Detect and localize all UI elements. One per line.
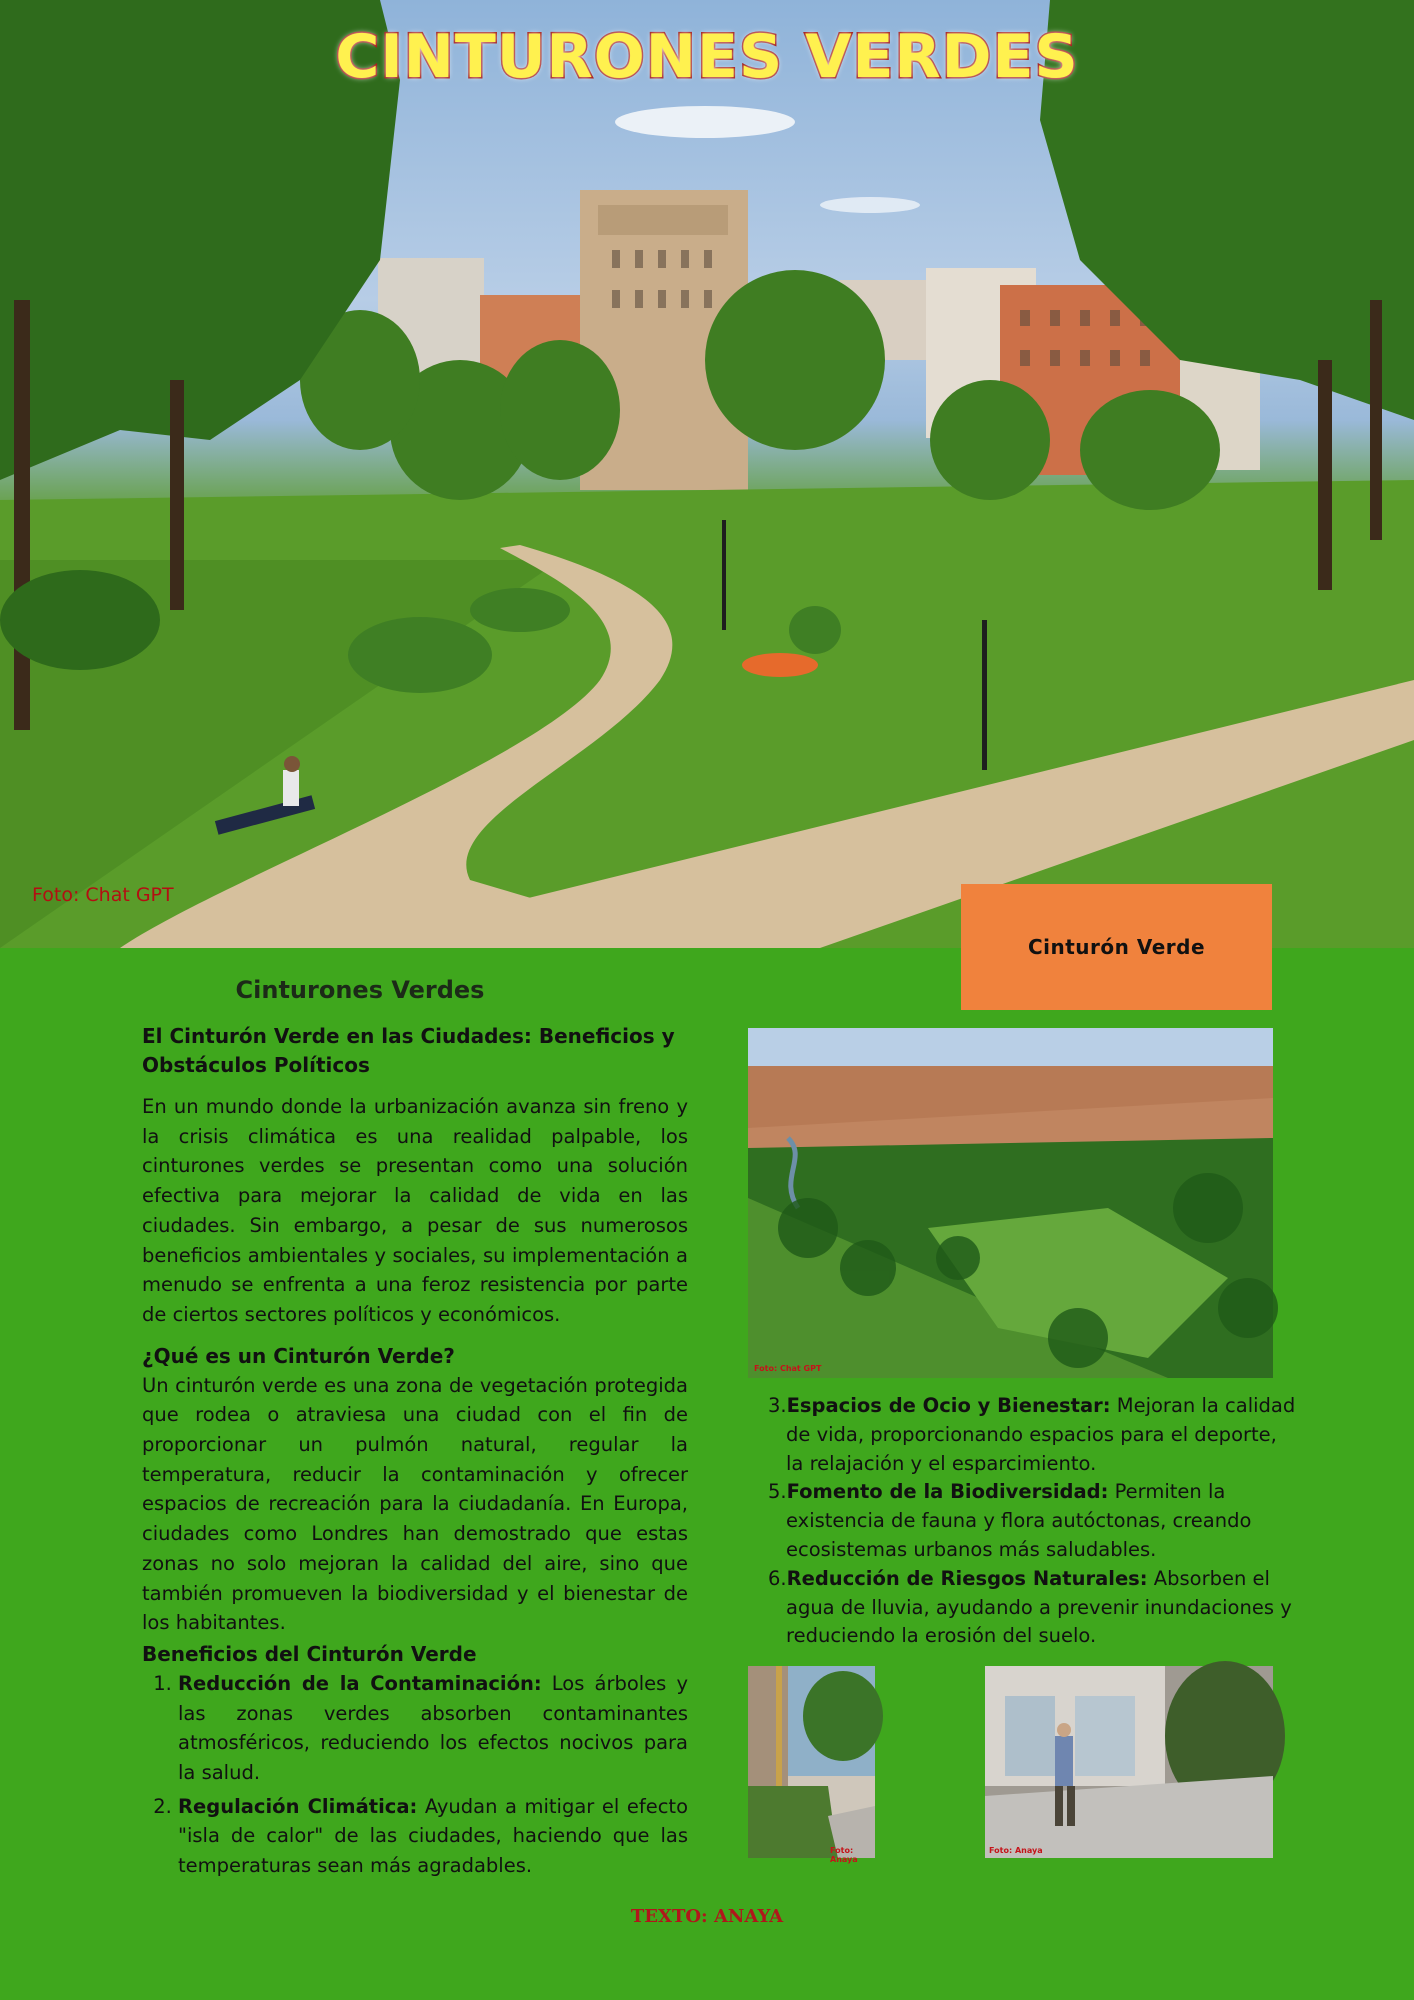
hero-image: [0, 0, 1414, 948]
benefit-text: Permiten la existencia de fauna y flora autóctonas, creando ecosistemas urbanos más saludables.: [786, 1480, 1252, 1561]
street-photo-1: [748, 1666, 875, 1864]
list-item: [178, 1669, 688, 1788]
intro-paragraph: En un mundo donde la urbanización avanza sin freno y la crisis climática es una realidad palpable, los cinturones verdes se presentan como una solución efectiva para mejorar la calidad de vida en las ciudades. Sin embargo, a pesar de sus numerosos beneficios ambientales y sociales, su implementación a menudo se enfrenta a una feroz resistencia por parte de ciertos sectores políticos y económicos.: [142, 1095, 688, 1326]
benefit-text: Ayudan a mitigar el efecto "isla de calor" de las ciudades, haciendo que las temperaturas sean más agradables.: [178, 1794, 689, 1878]
benefits-list-right: [742, 1392, 1300, 1651]
section-title: Cinturones Verdes: [235, 976, 485, 1004]
what-paragraph: Un cinturón verde es una zona de vegetación protegida que rodea o atraviesa una ciudad con el fin de proporcionar un pulmón natural, regular la temperatura, reducir la contaminación y ofrecer espacios de recreación para la ciudadanía. En Europa, ciudades como Londres han demostrado que estas zonas no solo mejoran la calidad del aire, sino que también promueven la biodiversidad y el bienestar de los habitantes.: [142, 1373, 688, 1635]
benefit-number: 6.: [768, 1566, 787, 1590]
benefits-list-left: [142, 1669, 688, 1881]
hero-title: CINTURONES VERDES: [335, 22, 1079, 92]
street-photo-2-credit: Foto: Anaya: [989, 1846, 1043, 1855]
aerial-photo-credit: Foto: Chat GPT: [754, 1364, 822, 1373]
hero-photo-credit: Foto: Chat GPT: [32, 884, 174, 906]
list-item: [760, 1478, 1300, 1564]
green-belt-badge: [961, 884, 1272, 1010]
benefit-term: Reducción de Riesgos Naturales:: [786, 1566, 1148, 1590]
article-subtitle: El Cinturón Verde en las Ciudades: Beneficios y Obstáculos Políticos: [142, 1024, 675, 1077]
street-photo-2: [985, 1666, 1273, 1858]
benefit-text: Absorben el agua de lluvia, ayudando a prevenir inundaciones y reduciendo la erosión del suelo.: [786, 1566, 1292, 1648]
benefits-heading: Beneficios del Cinturón Verde: [142, 1641, 477, 1666]
article-body: [142, 976, 688, 1885]
benefit-term: Reducción de la Contaminación:: [178, 1671, 542, 1695]
benefit-term: Fomento de la Biodiversidad:: [786, 1480, 1109, 1504]
street-illustration-2: [985, 1666, 1273, 1858]
street-illustration-1: [748, 1666, 875, 1858]
benefit-number: 5.: [768, 1480, 787, 1504]
badge-label: Cinturón Verde: [1027, 935, 1206, 959]
aerial-illustration: [748, 1028, 1273, 1378]
benefit-text: Mejoran la calidad de vida, proporcionando espacios para el deporte, la relajación y el esparcimiento.: [786, 1394, 1296, 1475]
footer-credit: TEXTO: ANAYA: [630, 1906, 784, 1927]
benefit-term: Regulación Climática:: [178, 1794, 418, 1818]
what-heading: ¿Qué es un Cinturón Verde?: [142, 1343, 455, 1368]
list-item: [760, 1392, 1300, 1478]
benefit-term: Espacios de Ocio y Bienestar:: [786, 1394, 1111, 1417]
benefit-number: 3.: [768, 1394, 787, 1417]
park-illustration: [0, 0, 1414, 948]
list-item: [760, 1565, 1300, 1651]
list-item: [178, 1792, 688, 1881]
aerial-photo: [748, 1028, 1273, 1378]
benefit-text: Los árboles y las zonas verdes absorben contaminantes atmosféricos, reduciendo los efectos nocivos para la salud.: [178, 1671, 688, 1785]
street-photo-1-credit: Foto: Anaya: [830, 1846, 858, 1864]
